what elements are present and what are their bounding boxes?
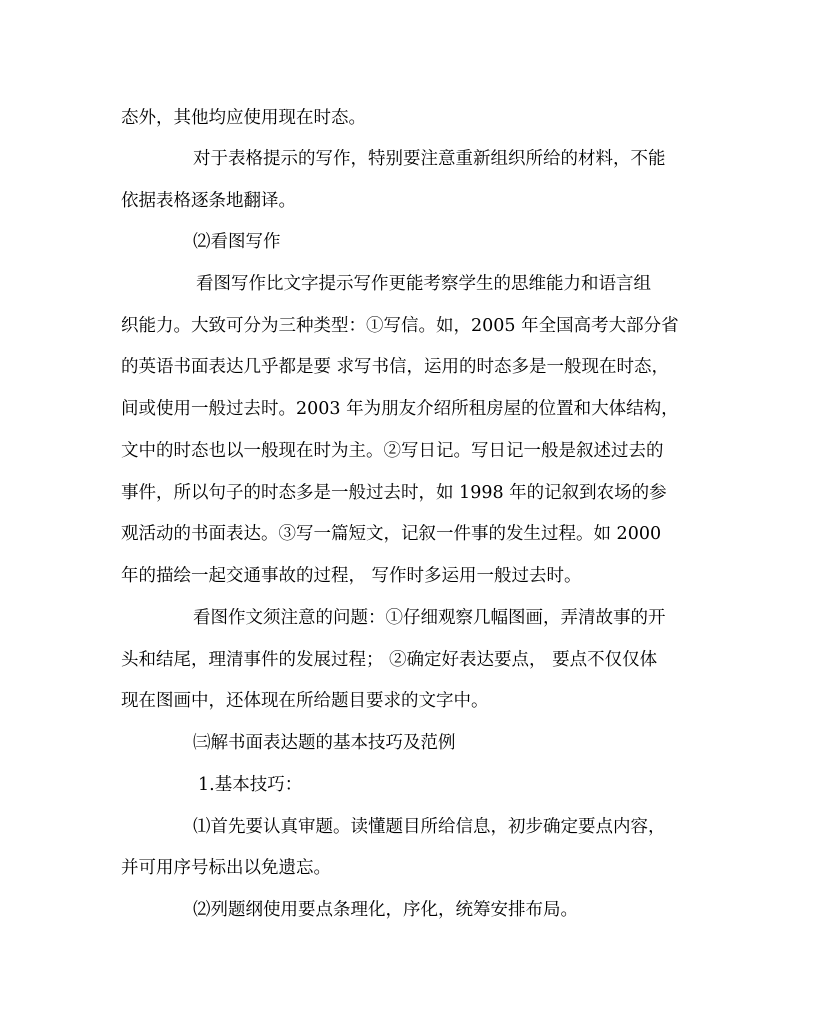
text-line: 观活动的书面表达。③写一篇短文，记叙一件事的发生过程。如 2000 — [121, 524, 662, 544]
text-line: ⑵列题纲使用要点条理化，序化，统筹安排布局。 — [193, 900, 578, 920]
text-line: 并可用序号标出以免遗忘。 — [121, 858, 331, 878]
text-line: 文中的时态也以一般现在时为主。②写日记。写日记一般是叙述过去的 — [121, 441, 664, 461]
text-line: 态外，其他均应使用现在时态。 — [121, 108, 366, 128]
section-heading: ⑵看图写作 — [193, 232, 281, 252]
section-heading: ㈢解书面表达题的基本技巧及范例 — [193, 733, 456, 753]
text-line: ⑴首先要认真审题。读懂题目所给信息，初步确定要点内容， — [193, 817, 666, 837]
text-line: 头和结尾，理清事件的发展过程； ②确定好表达要点， 要点不仅仅体 — [121, 650, 658, 670]
text-line: 间或使用一般过去时。2003 年为朋友介绍所租房屋的位置和大体结构， — [121, 399, 679, 419]
text-line: 依据表格逐条地翻译。 — [121, 191, 296, 211]
text-line: 对于表格提示的写作，特别要注意重新组织所给的材料，不能 — [193, 149, 666, 169]
text-line: 看图写作比文字提示写作更能考察学生的思维能力和语言组 — [196, 274, 651, 294]
subsection-heading: 1.基本技巧： — [198, 775, 303, 795]
text-line: 看图作文须注意的问题：①仔细观察几幅图画，弄清故事的开 — [193, 608, 666, 628]
text-line: 现在图画中，还体现在所给题目要求的文字中。 — [121, 691, 489, 711]
text-line: 织能力。大致可分为三种类型：①写信。如，2005 年全国高考大部分省 — [121, 316, 679, 336]
text-line: 的英语书面表达几乎都是要 求写书信，运用的时态多是一般现在时态， — [121, 357, 670, 377]
text-line: 年的描绘一起交通事故的过程， 写作时多运用一般过去时。 — [121, 566, 582, 586]
text-line: 事件，所以句子的时态多是一般过去时，如 1998 年的记叙到农场的参 — [121, 483, 667, 503]
